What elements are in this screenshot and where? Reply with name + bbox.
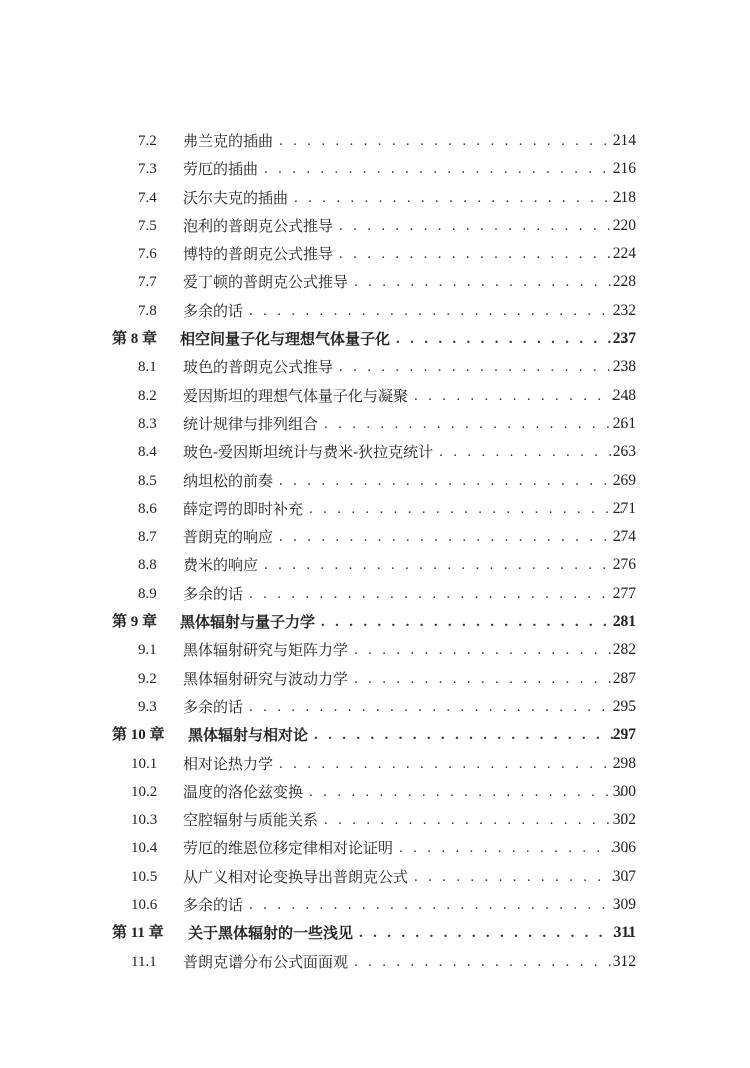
chapter-title: 关于黑体辐射的一些浅见 <box>188 919 359 947</box>
entry-title-line <box>183 268 632 296</box>
toc-chapter-entry[interactable] <box>0 721 750 749</box>
dot-leader <box>396 325 632 353</box>
page-number: 298 <box>612 754 636 772</box>
section-title: 弗兰克的插曲 <box>183 127 279 155</box>
page-number: 274 <box>612 528 636 546</box>
page-number: 287 <box>612 669 636 687</box>
page-number: 309 <box>612 896 636 914</box>
section-number: 10.4 <box>131 840 158 857</box>
section-title: 统计规律与排列组合 <box>183 410 324 438</box>
entry-title-line <box>183 212 632 240</box>
entry-title-line <box>183 580 632 608</box>
section-title: 玻色-爱因斯坦统计与费米-狄拉克统计 <box>183 438 439 466</box>
entry-title-line <box>183 636 632 664</box>
entry-title-line <box>188 919 632 947</box>
section-number: 9.2 <box>138 670 157 687</box>
section-title: 普朗克的响应 <box>183 523 279 551</box>
section-number: 8.3 <box>138 415 157 432</box>
dot-leader <box>279 750 632 778</box>
entry-title-line <box>183 410 632 438</box>
section-title: 普朗克谱分布公式面面观 <box>183 948 354 976</box>
entry-title-line <box>183 382 632 410</box>
section-title: 黑体辐射研究与矩阵力学 <box>183 636 354 664</box>
section-number: 7.4 <box>138 189 157 206</box>
page-number: 295 <box>612 697 636 715</box>
section-number: 7.2 <box>138 133 157 149</box>
entry-title-line <box>183 495 632 523</box>
toc-chapter-entry[interactable] <box>0 608 750 636</box>
dot-leader <box>249 693 632 721</box>
page-number: 220 <box>612 216 636 234</box>
toc-entry[interactable] <box>0 863 750 891</box>
dot-leader <box>309 778 632 806</box>
dot-leader <box>354 636 632 664</box>
entry-title-line <box>183 438 632 466</box>
section-number: 8.5 <box>138 472 157 489</box>
entry-title-line <box>183 948 632 976</box>
page-number: 218 <box>612 188 636 206</box>
dot-leader <box>354 948 632 976</box>
page-number: 302 <box>612 811 636 829</box>
entry-title-line <box>180 608 632 636</box>
page-number: 311 <box>613 924 636 942</box>
dot-leader <box>264 551 632 579</box>
section-title: 纳坦松的前奏 <box>183 467 279 495</box>
section-number: 7.5 <box>138 217 157 234</box>
toc-entry[interactable] <box>0 891 750 919</box>
dot-leader <box>414 382 632 410</box>
toc-entry[interactable] <box>0 184 750 212</box>
entry-title-line <box>183 778 632 806</box>
chapter-title: 黑体辐射与相对论 <box>188 721 314 749</box>
toc-entry[interactable] <box>0 636 750 664</box>
section-number: 8.9 <box>138 585 157 602</box>
entry-title-line <box>183 184 632 212</box>
section-title: 沃尔夫克的插曲 <box>183 184 294 212</box>
dot-leader <box>354 665 632 693</box>
section-number: 10.5 <box>131 868 158 885</box>
section-title: 薛定谔的即时补充 <box>183 495 309 523</box>
page-number: 216 <box>612 160 636 178</box>
toc-entry[interactable] <box>0 297 750 325</box>
section-title: 多余的话 <box>183 297 249 325</box>
dot-leader <box>294 184 632 212</box>
toc-entry[interactable] <box>0 268 750 296</box>
section-title: 黑体辐射研究与波动力学 <box>183 665 354 693</box>
entry-title-line <box>183 523 632 551</box>
entry-title-line <box>183 155 632 183</box>
dot-leader <box>339 353 632 381</box>
page-number: 281 <box>612 613 636 631</box>
table-of-contents <box>0 127 750 976</box>
section-number: 11.1 <box>131 953 157 970</box>
entry-title-line <box>183 353 632 381</box>
entry-title-line <box>183 750 632 778</box>
section-number: 8.6 <box>138 500 157 517</box>
toc-entry[interactable] <box>0 948 750 976</box>
dot-leader <box>249 297 632 325</box>
dot-leader <box>309 495 632 523</box>
page-number: 312 <box>612 952 636 970</box>
dot-leader <box>324 410 632 438</box>
page-number: 277 <box>612 584 636 602</box>
section-number: 7.6 <box>138 246 157 263</box>
dot-leader <box>439 438 632 466</box>
page-number: 263 <box>612 443 636 461</box>
entry-title-line <box>183 693 632 721</box>
toc-entry[interactable] <box>0 806 750 834</box>
section-title: 多余的话 <box>183 693 249 721</box>
page-number: 237 <box>612 330 636 348</box>
section-number: 10.3 <box>131 812 158 829</box>
page-number: 261 <box>612 414 636 432</box>
entry-title-line <box>180 325 632 353</box>
toc-entry[interactable] <box>0 155 750 183</box>
toc-entry[interactable] <box>0 353 750 381</box>
toc-entry[interactable] <box>0 240 750 268</box>
entry-title-line <box>183 297 632 325</box>
section-number: 7.3 <box>138 161 157 178</box>
dot-leader <box>354 268 632 296</box>
section-number: 8.4 <box>138 444 157 461</box>
dot-leader <box>279 523 632 551</box>
dot-leader <box>264 155 632 183</box>
section-number: 10.6 <box>131 897 158 914</box>
dot-leader <box>339 240 632 268</box>
section-title: 玻色的普朗克公式推导 <box>183 353 339 381</box>
page-number: 214 <box>612 132 636 149</box>
page-number: 228 <box>612 273 636 291</box>
page-number: 297 <box>612 726 636 744</box>
toc-entry[interactable] <box>0 495 750 523</box>
section-number: 10.2 <box>131 783 158 800</box>
section-title: 多余的话 <box>183 580 249 608</box>
section-title: 劳厄的插曲 <box>183 155 264 183</box>
toc-chapter-entry[interactable] <box>0 325 750 353</box>
section-number: 8.1 <box>138 359 157 376</box>
toc-entry[interactable] <box>0 382 750 410</box>
chapter-number: 第 11 章 <box>112 925 164 942</box>
page-number: 269 <box>612 471 636 489</box>
chapter-number: 第 9 章 <box>112 614 158 631</box>
page-number: 248 <box>612 386 636 404</box>
toc-entry[interactable] <box>0 778 750 806</box>
page-number: 306 <box>612 839 636 857</box>
entry-title-line <box>183 806 632 834</box>
dot-leader <box>249 580 632 608</box>
page-number: 224 <box>612 245 636 263</box>
toc-entry[interactable] <box>0 551 750 579</box>
section-number: 9.3 <box>138 698 157 715</box>
dot-leader <box>279 127 632 155</box>
chapter-title: 黑体辐射与量子力学 <box>180 608 321 636</box>
toc-entry[interactable] <box>0 665 750 693</box>
toc-entry[interactable] <box>0 127 750 155</box>
entry-title-line <box>183 891 632 919</box>
dot-leader <box>321 608 632 636</box>
toc-entry[interactable] <box>0 834 750 862</box>
section-number: 10.1 <box>131 755 158 772</box>
page-number: 307 <box>612 867 636 885</box>
toc-entry[interactable] <box>0 523 750 551</box>
page-number: 232 <box>612 301 636 319</box>
section-title: 劳厄的维恩位移定律相对论证明 <box>183 834 399 862</box>
dot-leader <box>314 721 632 749</box>
page-number: 282 <box>612 641 636 659</box>
page-number: 238 <box>612 358 636 376</box>
toc-entry[interactable] <box>0 410 750 438</box>
entry-title-line <box>183 665 632 693</box>
page-number: 300 <box>612 782 636 800</box>
dot-leader <box>324 806 632 834</box>
entry-title-line <box>183 834 632 862</box>
entry-title-line <box>183 127 632 155</box>
section-title: 爱丁顿的普朗克公式推导 <box>183 268 354 296</box>
toc-entry[interactable] <box>0 212 750 240</box>
section-title: 从广义相对论变换导出普朗克公式 <box>183 863 414 891</box>
chapter-number: 第 8 章 <box>112 331 158 348</box>
entry-title-line <box>183 863 632 891</box>
page-number: 276 <box>612 556 636 574</box>
toc-chapter-entry[interactable] <box>0 919 750 947</box>
section-number: 8.2 <box>138 387 157 404</box>
dot-leader <box>249 891 632 919</box>
entry-title-line <box>183 551 632 579</box>
toc-entry[interactable] <box>0 580 750 608</box>
dot-leader <box>399 834 632 862</box>
toc-entry[interactable] <box>0 693 750 721</box>
section-title: 相对论热力学 <box>183 750 279 778</box>
entry-title-line <box>183 467 632 495</box>
chapter-number: 第 10 章 <box>112 727 165 744</box>
section-number: 8.8 <box>138 557 157 574</box>
chapter-title: 相空间量子化与理想气体量子化 <box>180 325 396 353</box>
toc-entry[interactable] <box>0 467 750 495</box>
dot-leader <box>339 212 632 240</box>
dot-leader <box>414 863 632 891</box>
section-title: 泡利的普朗克公式推导 <box>183 212 339 240</box>
toc-entry[interactable] <box>0 438 750 466</box>
section-number: 7.8 <box>138 302 157 319</box>
dot-leader <box>359 919 632 947</box>
entry-title-line <box>188 721 632 749</box>
section-title: 博特的普朗克公式推导 <box>183 240 339 268</box>
section-number: 9.1 <box>138 642 157 659</box>
dot-leader <box>279 467 632 495</box>
section-title: 多余的话 <box>183 891 249 919</box>
entry-title-line <box>183 240 632 268</box>
section-number: 7.7 <box>138 274 157 291</box>
section-title: 空腔辐射与质能关系 <box>183 806 324 834</box>
toc-entry[interactable] <box>0 750 750 778</box>
section-title: 费米的响应 <box>183 551 264 579</box>
section-title: 爱因斯坦的理想气体量子化与凝聚 <box>183 382 414 410</box>
page-number: 271 <box>612 499 636 517</box>
section-number: 8.7 <box>138 529 157 546</box>
section-title: 温度的洛伦兹变换 <box>183 778 309 806</box>
